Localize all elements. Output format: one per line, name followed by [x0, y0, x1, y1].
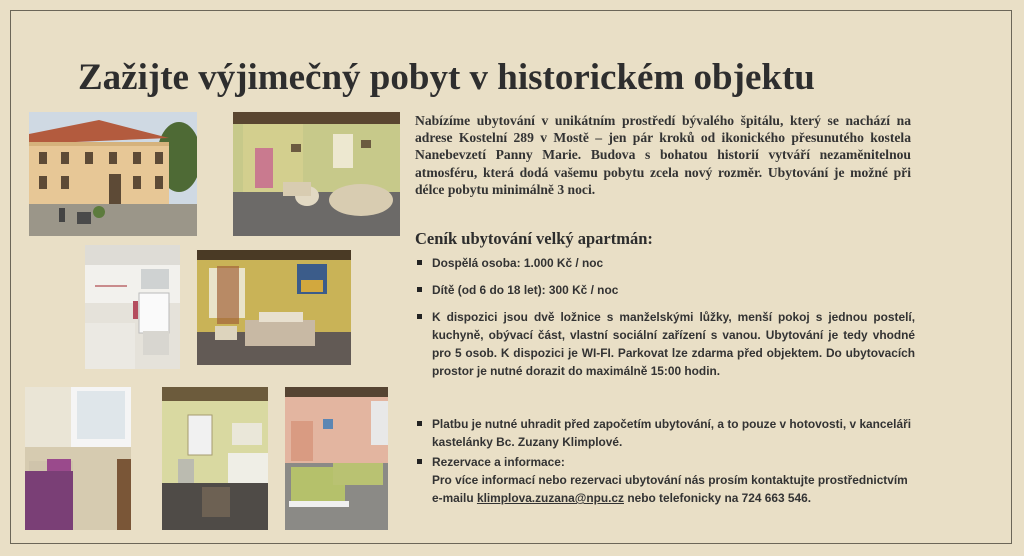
- photo-bedroom-double: [197, 250, 351, 365]
- bullet-payment: [415, 415, 915, 451]
- reservation-text: Pro více informací nebo rezervaci ubytování nás prosím kontaktujte prostřednictvím e-mailu: [432, 473, 908, 505]
- reservation-phone-text: nebo telefonicky na 724 663 546.: [627, 491, 812, 505]
- email-link[interactable]: klimplova.zuzana@npu.cz: [476, 491, 624, 505]
- photo-building-exterior: [29, 112, 197, 236]
- bullet-marker: [417, 287, 422, 292]
- bullet-text: Dospělá osoba: 1.000 Kč / noc: [432, 256, 604, 270]
- intro-paragraph: Nabízíme ubytování v unikátním prostředí bývalého špitálu, který se nachází na adrese Kostelní 289 v Mostě – jen pár kroků od ikonického přesunutého kostela Nanebevzetí Panny Marie. Budova s bohatou historií vytváří nezaměnitelnou atmosféru, která dodá vašemu pobytu zcela nový rozměr. Ubytování je možné při délce pobytu minimálně 3 noci.: [415, 113, 911, 197]
- reservation-title: Rezervace a informace:: [432, 455, 565, 469]
- bullet-marker: [417, 421, 422, 426]
- page-title: Zažijte výjimečný pobyt v historickém objektu: [78, 57, 815, 98]
- bullet-text: Platbu je nutné uhradit před započetím ubytování, a to pouze v hotovosti, v kanceláři kastelánky Bc. Zuzany Klimplové.: [432, 417, 912, 449]
- bullet-rooms-info: [415, 308, 915, 380]
- bullet-marker: [417, 314, 422, 319]
- bullet-marker: [417, 260, 422, 265]
- price-heading: Ceník ubytování velký apartmán:: [415, 229, 653, 248]
- bullet-text: Dítě (od 6 do 18 let): 300 Kč / noc: [432, 283, 619, 297]
- bullet-text: K dispozici jsou dvě ložnice s manželskými lůžky, menší pokoj s jednou postelí, kuchyně, obývací část, vlastní sociální zařízení s vanou. Ubytování je tedy vhodné pro 5 osob. K dispozici je WI-FI. Parkovat lze zdarma před objektem. Do ubytovacích prostor je nutné dorazit do maximálně 15:00 hodin.: [432, 310, 915, 378]
- photo-living-room: [233, 112, 400, 236]
- bullet-adult-price: [415, 254, 915, 272]
- photo-single-room: [25, 387, 131, 530]
- bullet-content: [432, 453, 915, 507]
- photo-twin-room: [285, 387, 388, 530]
- bullet-reservation: [415, 453, 915, 507]
- photo-bathroom: [85, 245, 180, 369]
- bullet-marker: [417, 459, 422, 464]
- bullet-child-price: [415, 281, 915, 299]
- photo-kitchen: [162, 387, 268, 530]
